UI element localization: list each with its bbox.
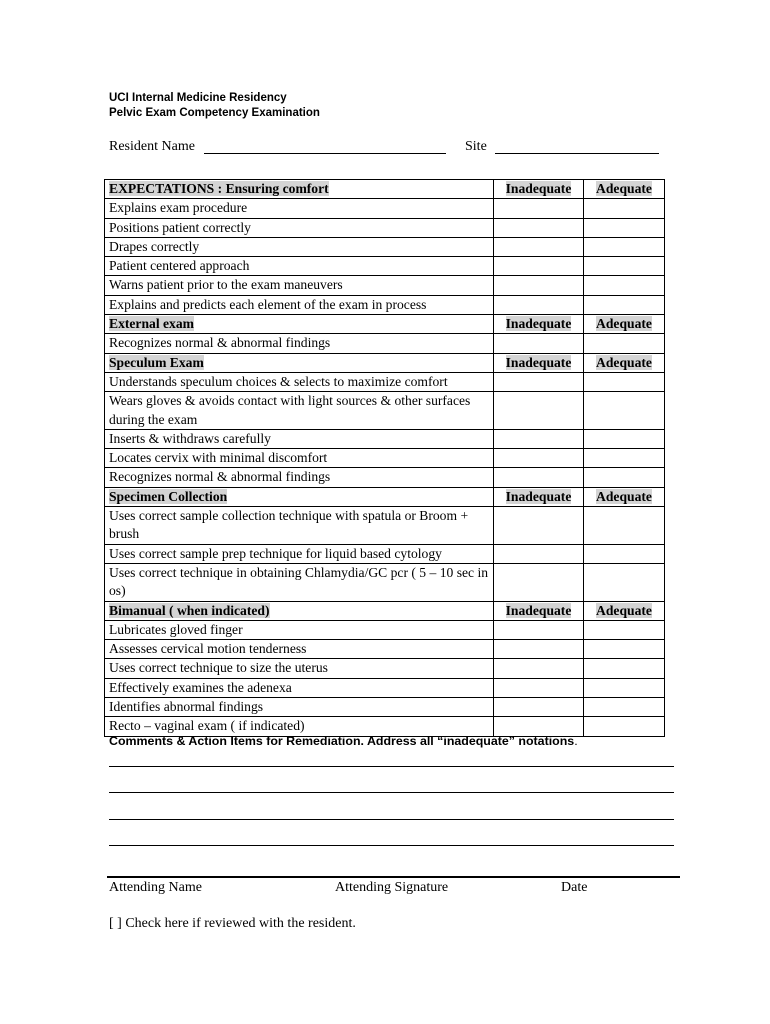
adequate-header: Adequate xyxy=(596,316,652,332)
comment-line[interactable] xyxy=(109,819,674,820)
section-title-cell xyxy=(105,353,494,372)
criterion-text: Wears gloves & avoids contact with light sources & other surfaces during the exam xyxy=(105,392,494,430)
inadequate-header: Inadequate xyxy=(505,488,572,504)
criterion-row xyxy=(105,507,665,545)
criterion-text: Uses correct technique to size the uterus xyxy=(105,659,494,678)
criterion-row xyxy=(105,563,665,601)
section-title: External exam xyxy=(109,316,194,332)
adequate-mark-cell[interactable] xyxy=(584,392,665,430)
criterion-row xyxy=(105,237,665,256)
criterion-text: Locates cervix with minimal discomfort xyxy=(105,449,494,468)
inadequate-mark-cell[interactable] xyxy=(494,659,584,678)
inadequate-mark-cell[interactable] xyxy=(494,468,584,487)
section-header-row xyxy=(105,180,665,199)
inadequate-mark-cell[interactable] xyxy=(494,237,584,256)
competency-table xyxy=(104,179,665,737)
signature-line[interactable] xyxy=(107,876,680,878)
site-field[interactable] xyxy=(495,153,659,154)
criterion-row xyxy=(105,659,665,678)
inadequate-header: Inadequate xyxy=(505,316,572,332)
criterion-row xyxy=(105,449,665,468)
criterion-row xyxy=(105,257,665,276)
section-title-cell xyxy=(105,315,494,334)
adequate-mark-cell[interactable] xyxy=(584,429,665,448)
criterion-text: Effectively examines the adenexa xyxy=(105,678,494,697)
adequate-header-cell xyxy=(584,601,665,620)
adequate-header: Adequate xyxy=(596,488,652,504)
adequate-mark-cell[interactable] xyxy=(584,507,665,545)
criterion-text: Drapes correctly xyxy=(105,237,494,256)
inadequate-mark-cell[interactable] xyxy=(494,295,584,314)
adequate-mark-cell[interactable] xyxy=(584,372,665,391)
adequate-header: Adequate xyxy=(596,181,652,196)
section-title: Speculum Exam xyxy=(109,354,204,370)
inadequate-header-cell xyxy=(494,353,584,372)
criterion-row xyxy=(105,334,665,353)
adequate-mark-cell[interactable] xyxy=(584,334,665,353)
criterion-row xyxy=(105,429,665,448)
criterion-text: Understands speculum choices & selects to maximize comfort xyxy=(105,372,494,391)
section-header-row xyxy=(105,487,665,506)
inadequate-header-cell xyxy=(494,601,584,620)
inadequate-mark-cell[interactable] xyxy=(494,678,584,697)
criterion-text: Warns patient prior to the exam maneuvers xyxy=(105,276,494,295)
section-title-cell xyxy=(105,601,494,620)
adequate-mark-cell[interactable] xyxy=(584,678,665,697)
adequate-mark-cell[interactable] xyxy=(584,449,665,468)
site-label: Site xyxy=(465,139,487,154)
adequate-header-cell xyxy=(584,315,665,334)
form-header-program: UCI Internal Medicine Residency xyxy=(109,92,287,104)
inadequate-mark-cell[interactable] xyxy=(494,429,584,448)
form-header-title: Pelvic Exam Competency Examination xyxy=(109,107,320,119)
inadequate-mark-cell[interactable] xyxy=(494,620,584,639)
adequate-mark-cell[interactable] xyxy=(584,295,665,314)
comment-line[interactable] xyxy=(109,792,674,793)
section-header-row xyxy=(105,601,665,620)
inadequate-header: Inadequate xyxy=(505,181,572,196)
inadequate-mark-cell[interactable] xyxy=(494,199,584,218)
criterion-text: Recto – vaginal exam ( if indicated) xyxy=(105,717,494,736)
inadequate-mark-cell[interactable] xyxy=(494,257,584,276)
inadequate-mark-cell[interactable] xyxy=(494,276,584,295)
review-checkbox-line[interactable]: [ ] Check here if reviewed with the resident. xyxy=(109,916,356,931)
comment-line[interactable] xyxy=(109,766,674,767)
inadequate-header-cell xyxy=(494,180,584,199)
criterion-row xyxy=(105,392,665,430)
competency-table-body xyxy=(105,180,665,737)
criterion-row xyxy=(105,276,665,295)
adequate-mark-cell[interactable] xyxy=(584,276,665,295)
section-title: Bimanual ( when indicated) xyxy=(109,602,270,618)
date-label: Date xyxy=(561,880,588,895)
adequate-mark-cell[interactable] xyxy=(584,468,665,487)
inadequate-header-cell xyxy=(494,315,584,334)
adequate-header: Adequate xyxy=(596,602,652,618)
adequate-mark-cell[interactable] xyxy=(584,257,665,276)
criterion-text: Uses correct sample prep technique for liquid based cytology xyxy=(105,544,494,563)
section-title-cell xyxy=(105,487,494,506)
inadequate-mark-cell[interactable] xyxy=(494,563,584,601)
criterion-row xyxy=(105,698,665,717)
criterion-row xyxy=(105,544,665,563)
criterion-text: Uses correct sample collection technique with spatula or Broom + brush xyxy=(105,507,494,545)
adequate-mark-cell[interactable] xyxy=(584,218,665,237)
criterion-row xyxy=(105,218,665,237)
inadequate-mark-cell[interactable] xyxy=(494,544,584,563)
criterion-row xyxy=(105,678,665,697)
criterion-row xyxy=(105,468,665,487)
adequate-mark-cell[interactable] xyxy=(584,620,665,639)
adequate-header: Adequate xyxy=(596,354,652,370)
inadequate-mark-cell[interactable] xyxy=(494,372,584,391)
adequate-mark-cell[interactable] xyxy=(584,717,665,736)
criterion-text: Assesses cervical motion tenderness xyxy=(105,640,494,659)
criterion-text: Explains exam procedure xyxy=(105,199,494,218)
inadequate-header-cell xyxy=(494,487,584,506)
criterion-text: Inserts & withdraws carefully xyxy=(105,429,494,448)
adequate-mark-cell[interactable] xyxy=(584,237,665,256)
inadequate-mark-cell[interactable] xyxy=(494,507,584,545)
resident-name-field[interactable] xyxy=(204,153,446,154)
resident-info-row xyxy=(109,139,669,157)
criterion-text: Recognizes normal & abnormal findings xyxy=(105,334,494,353)
section-header-row xyxy=(105,353,665,372)
inadequate-header: Inadequate xyxy=(505,602,572,618)
section-title-cell xyxy=(105,180,494,199)
adequate-mark-cell[interactable] xyxy=(584,698,665,717)
adequate-header-cell xyxy=(584,487,665,506)
adequate-mark-cell[interactable] xyxy=(584,199,665,218)
criterion-text: Identifies abnormal findings xyxy=(105,698,494,717)
adequate-header-cell xyxy=(584,180,665,199)
criterion-row xyxy=(105,372,665,391)
criterion-text: Uses correct technique in obtaining Chlamydia/GC pcr ( 5 – 10 sec in os) xyxy=(105,563,494,601)
section-title: Specimen Collection xyxy=(109,488,228,504)
inadequate-mark-cell[interactable] xyxy=(494,698,584,717)
criterion-row xyxy=(105,620,665,639)
criterion-text: Recognizes normal & abnormal findings xyxy=(105,468,494,487)
comment-line[interactable] xyxy=(109,845,674,846)
adequate-mark-cell[interactable] xyxy=(584,544,665,563)
criterion-text: Explains and predicts each element of the exam in process xyxy=(105,295,494,314)
inadequate-mark-cell[interactable] xyxy=(494,334,584,353)
inadequate-header: Inadequate xyxy=(505,354,572,370)
criterion-text: Positions patient correctly xyxy=(105,218,494,237)
adequate-mark-cell[interactable] xyxy=(584,640,665,659)
section-title: EXPECTATIONS : Ensuring comfort xyxy=(109,181,329,196)
adequate-mark-cell[interactable] xyxy=(584,563,665,601)
comments-period: . xyxy=(574,734,578,748)
adequate-header-cell xyxy=(584,353,665,372)
attending-signature-label: Attending Signature xyxy=(335,880,449,895)
adequate-mark-cell[interactable] xyxy=(584,659,665,678)
inadequate-mark-cell[interactable] xyxy=(494,640,584,659)
criterion-text: Lubricates gloved finger xyxy=(105,620,494,639)
comments-label: Comments & Action Items for Remediation. Address all “inadequate” notations xyxy=(109,734,575,748)
criterion-text: Patient centered approach xyxy=(105,257,494,276)
inadequate-mark-cell[interactable] xyxy=(494,392,584,430)
section-header-row xyxy=(105,315,665,334)
attending-name-label: Attending Name xyxy=(109,880,202,895)
criterion-row xyxy=(105,295,665,314)
inadequate-mark-cell[interactable] xyxy=(494,218,584,237)
resident-name-label: Resident Name xyxy=(109,139,195,154)
criterion-row xyxy=(105,640,665,659)
criterion-row xyxy=(105,199,665,218)
inadequate-mark-cell[interactable] xyxy=(494,449,584,468)
comments-heading xyxy=(109,734,578,748)
